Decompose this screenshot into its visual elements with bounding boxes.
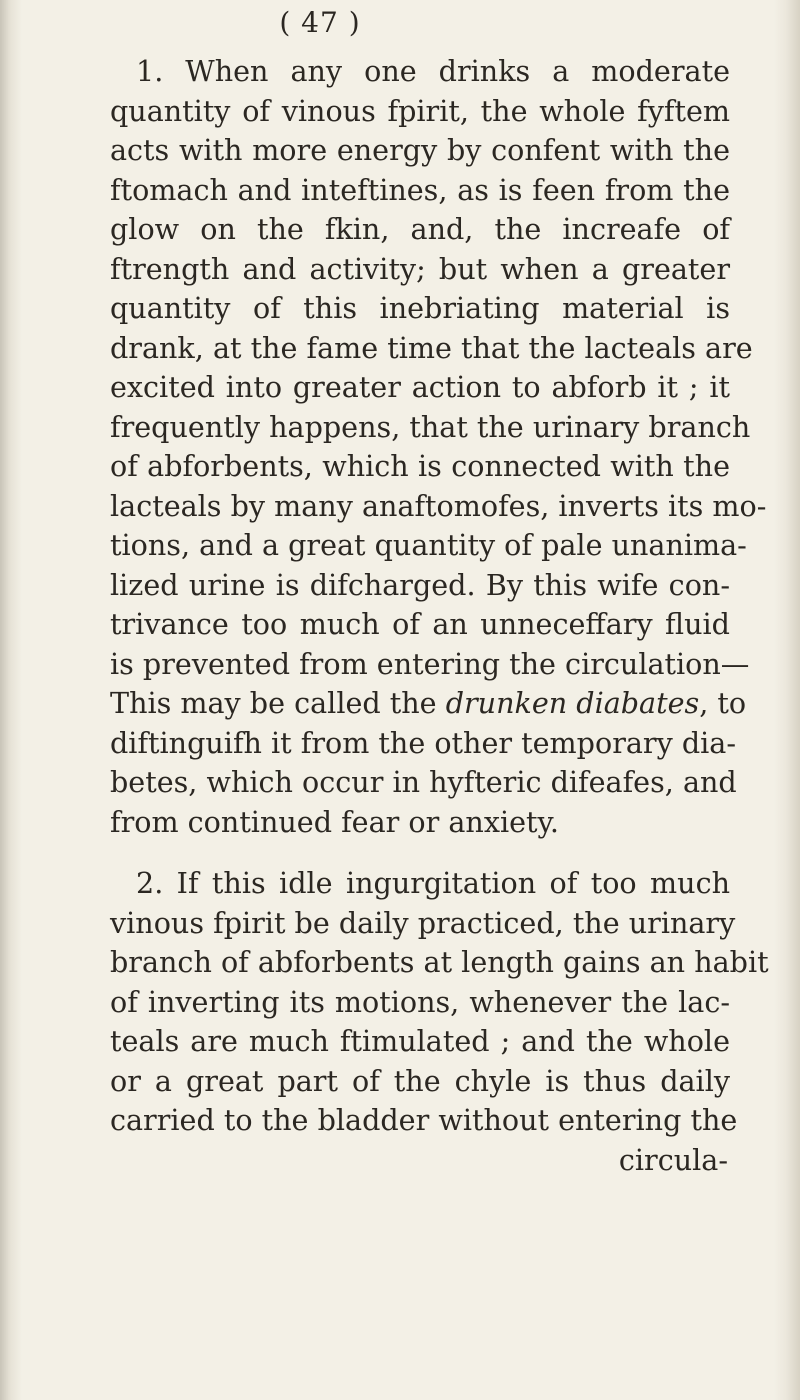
text-line: is prevented from entering the circulation— [110, 646, 750, 681]
page-body [110, 52, 769, 1180]
page-binding-shadow [0, 0, 22, 1400]
page-number: ( 47 ) [279, 6, 361, 39]
text-line: 1. When any one drinks a moderate [136, 54, 730, 88]
text-line: branch of abforbents at length gains an habit [110, 945, 769, 979]
text-line-with-italic: This may be called the drunken diabates, to [110, 686, 747, 720]
text-line: quantity of this inebriating material is [110, 291, 730, 325]
text-line: glow on the fkin, and, the increafe of [110, 212, 730, 246]
page-edge-shadow [774, 0, 800, 1400]
text-line: diftinguifh it from the other temporary dia- [110, 725, 736, 760]
text-line: acts with more energy by confent with the [110, 133, 730, 167]
text-line: from continued fear or anxiety. [110, 804, 559, 839]
text-line: carried to the bladder without entering the [110, 1103, 738, 1137]
text-line: lized urine is difcharged. By this wife con- [110, 567, 730, 602]
paragraph-1 [110, 52, 767, 842]
text-line: of abforbents, which is connected with the [110, 449, 730, 483]
text-line: ftomach and inteftines, as is feen from the [110, 172, 730, 207]
text-line: ftrength and activity; but when a greater [110, 251, 730, 286]
text-line: frequently happens, that the urinary branch [110, 409, 751, 444]
paragraph-gap [110, 842, 730, 864]
text-line: vinous fpirit be daily practiced, the urinary [110, 905, 736, 940]
text-line: 2. If this idle ingurgitation of too much [136, 866, 730, 900]
text-line: or a great part of the chyle is thus daily [110, 1063, 730, 1098]
catchword: circula- [618, 1142, 728, 1177]
text-line: tions, and a great quantity of pale unanima- [110, 528, 747, 562]
text-line: trivance too much of an unneceffary fluid [110, 607, 730, 641]
text-line: betes, which occur in hyfteric difeafes, and [110, 765, 737, 799]
text-line: of inverting its motions, whenever the lac- [110, 984, 730, 1019]
text-line: drank, at the fame time that the lacteals are [110, 330, 753, 365]
text-line: lacteals by many anaftomofes, inverts its mo- [110, 488, 767, 523]
italic-phrase: drunken diabates [445, 686, 700, 720]
text-line: teals are much ftimulated ; and the whole [110, 1024, 730, 1058]
text-line: quantity of vinous fpirit, the whole fyftem [110, 93, 730, 128]
paragraph-2 [110, 864, 769, 1141]
text-line: excited into greater action to abforb it ; it [110, 370, 730, 404]
